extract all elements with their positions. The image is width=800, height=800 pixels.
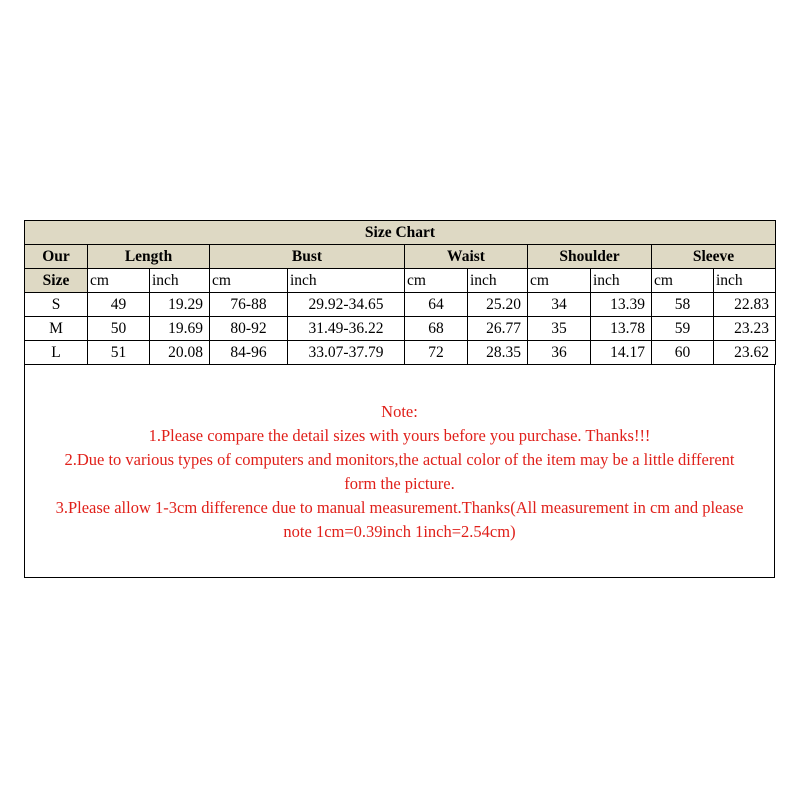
bust-cm-cell: 76-88 bbox=[210, 293, 288, 317]
shoulder-inch-cell: 13.78 bbox=[591, 317, 652, 341]
size-table bbox=[24, 220, 776, 365]
our-size-header-top: Our bbox=[25, 245, 88, 269]
table-row bbox=[25, 317, 776, 341]
waist-cm-cell: 64 bbox=[405, 293, 468, 317]
unit-inch: inch bbox=[591, 269, 652, 293]
length-cm-cell: 51 bbox=[88, 341, 150, 365]
sleeve-cm-cell: 59 bbox=[652, 317, 714, 341]
unit-inch: inch bbox=[288, 269, 405, 293]
unit-inch: inch bbox=[468, 269, 528, 293]
table-title: Size Chart bbox=[25, 221, 776, 245]
note-line: 1.Please compare the detail sizes with yours before you purchase. Thanks!!! bbox=[148, 426, 651, 445]
title-row bbox=[25, 221, 776, 245]
note-line: note 1cm=0.39inch 1inch=2.54cm) bbox=[283, 522, 516, 541]
waist-header: Waist bbox=[405, 245, 528, 269]
unit-inch: inch bbox=[150, 269, 210, 293]
waist-cm-cell: 68 bbox=[405, 317, 468, 341]
size-cell: M bbox=[25, 317, 88, 341]
shoulder-header: Shoulder bbox=[528, 245, 652, 269]
shoulder-inch-cell: 13.39 bbox=[591, 293, 652, 317]
size-cell: S bbox=[25, 293, 88, 317]
bust-inch-cell: 31.49-36.22 bbox=[288, 317, 405, 341]
waist-inch-cell: 28.35 bbox=[468, 341, 528, 365]
our-size-header-bottom: Size bbox=[25, 269, 88, 293]
sleeve-cm-cell: 60 bbox=[652, 341, 714, 365]
sleeve-inch-cell: 23.62 bbox=[714, 341, 776, 365]
length-header: Length bbox=[88, 245, 210, 269]
sleeve-header: Sleeve bbox=[652, 245, 776, 269]
size-chart bbox=[24, 220, 775, 578]
table-row bbox=[25, 293, 776, 317]
unit-cm: cm bbox=[652, 269, 714, 293]
bust-inch-cell: 33.07-37.79 bbox=[288, 341, 405, 365]
sleeve-inch-cell: 23.23 bbox=[714, 317, 776, 341]
length-cm-cell: 50 bbox=[88, 317, 150, 341]
waist-cm-cell: 72 bbox=[405, 341, 468, 365]
table-row bbox=[25, 341, 776, 365]
unit-cm: cm bbox=[405, 269, 468, 293]
note-line: form the picture. bbox=[344, 474, 455, 493]
sleeve-inch-cell: 22.83 bbox=[714, 293, 776, 317]
note-line: 3.Please allow 1-3cm difference due to manual measurement.Thanks(All measurement in cm and please bbox=[55, 498, 744, 517]
note-heading: Note: bbox=[381, 402, 418, 421]
bust-cm-cell: 80-92 bbox=[210, 317, 288, 341]
unit-cm: cm bbox=[88, 269, 150, 293]
note-line: 2.Due to various types of computers and monitors,the actual color of the item may be a little different bbox=[64, 450, 735, 469]
size-cell: L bbox=[25, 341, 88, 365]
length-inch-cell: 19.29 bbox=[150, 293, 210, 317]
group-header-row bbox=[25, 245, 776, 269]
length-inch-cell: 19.69 bbox=[150, 317, 210, 341]
length-cm-cell: 49 bbox=[88, 293, 150, 317]
shoulder-cm-cell: 34 bbox=[528, 293, 591, 317]
length-inch-cell: 20.08 bbox=[150, 341, 210, 365]
unit-cm: cm bbox=[528, 269, 591, 293]
bust-inch-cell: 29.92-34.65 bbox=[288, 293, 405, 317]
bust-header: Bust bbox=[210, 245, 405, 269]
sleeve-cm-cell: 58 bbox=[652, 293, 714, 317]
waist-inch-cell: 25.20 bbox=[468, 293, 528, 317]
unit-inch: inch bbox=[714, 269, 776, 293]
waist-inch-cell: 26.77 bbox=[468, 317, 528, 341]
shoulder-cm-cell: 36 bbox=[528, 341, 591, 365]
shoulder-cm-cell: 35 bbox=[528, 317, 591, 341]
unit-cm: cm bbox=[210, 269, 288, 293]
notes-box bbox=[24, 365, 775, 578]
bust-cm-cell: 84-96 bbox=[210, 341, 288, 365]
shoulder-inch-cell: 14.17 bbox=[591, 341, 652, 365]
unit-header-row bbox=[25, 269, 776, 293]
